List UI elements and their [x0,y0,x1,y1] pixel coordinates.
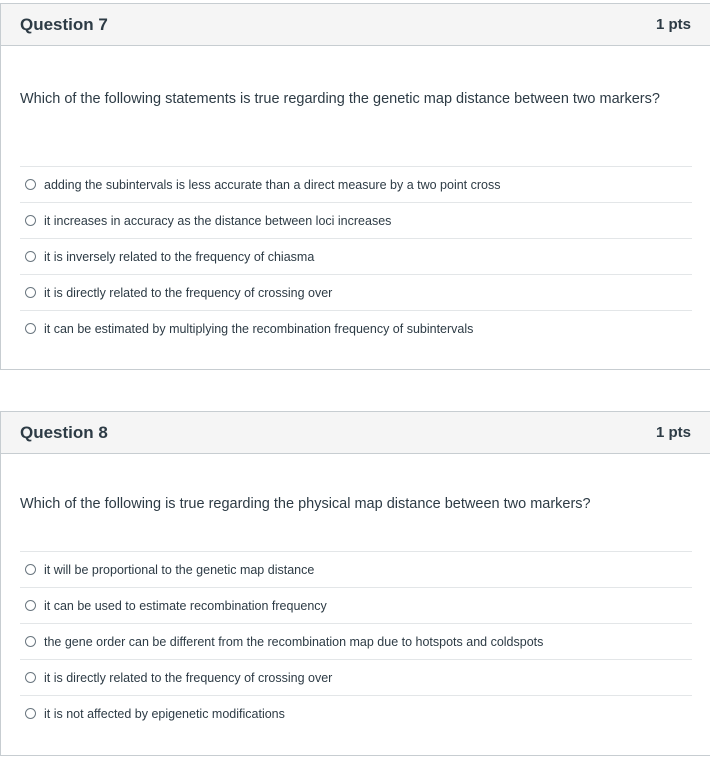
answer-label: adding the subintervals is less accurate than a direct measure by a two point cross [44,177,501,192]
answer-option[interactable] [20,659,692,695]
answer-option[interactable] [20,274,692,310]
question-text: Which of the following statements is true regarding the genetic map distance between two markers? [20,91,660,107]
answer-option[interactable] [20,695,692,731]
question-points: 1 pts [655,424,691,441]
answer-option[interactable] [20,623,692,659]
question-header [1,412,710,454]
answer-option[interactable] [20,202,692,238]
radio-button[interactable] [25,708,36,719]
question-title: Question 7 [20,14,108,34]
radio-button[interactable] [25,179,36,190]
radio-button[interactable] [25,251,36,262]
answer-label: it increases in accuracy as the distance between loci increases [44,213,392,228]
answer-label: it can be used to estimate recombination frequency [44,598,327,613]
answer-label: it is inversely related to the frequency of chiasma [44,249,315,264]
question-header [1,4,710,46]
radio-button[interactable] [25,636,36,647]
question-text: Which of the following is true regarding the physical map distance between two markers? [20,496,591,512]
question-title: Question 8 [20,422,108,442]
answer-option[interactable] [20,587,692,623]
radio-button[interactable] [25,600,36,611]
radio-button[interactable] [25,564,36,575]
question-8-card [0,411,710,756]
answer-label: it is directly related to the frequency of crossing over [44,285,333,300]
answer-list [20,166,692,346]
answer-option[interactable] [20,166,692,202]
answer-list [20,551,692,731]
answer-option[interactable] [20,238,692,274]
answer-label: it will be proportional to the genetic map distance [44,562,315,577]
radio-button[interactable] [25,287,36,298]
answer-option[interactable] [20,551,692,587]
radio-button[interactable] [25,672,36,683]
question-points: 1 pts [655,16,691,33]
answer-label: it is directly related to the frequency of crossing over [44,670,333,685]
answer-label: the gene order can be different from the recombination map due to hotspots and coldspots [44,634,544,649]
answer-option[interactable] [20,310,692,346]
question-7-card [0,3,710,370]
answer-label: it can be estimated by multiplying the recombination frequency of subintervals [44,321,474,336]
radio-button[interactable] [25,323,36,334]
radio-button[interactable] [25,215,36,226]
answer-label: it is not affected by epigenetic modifications [44,706,285,721]
